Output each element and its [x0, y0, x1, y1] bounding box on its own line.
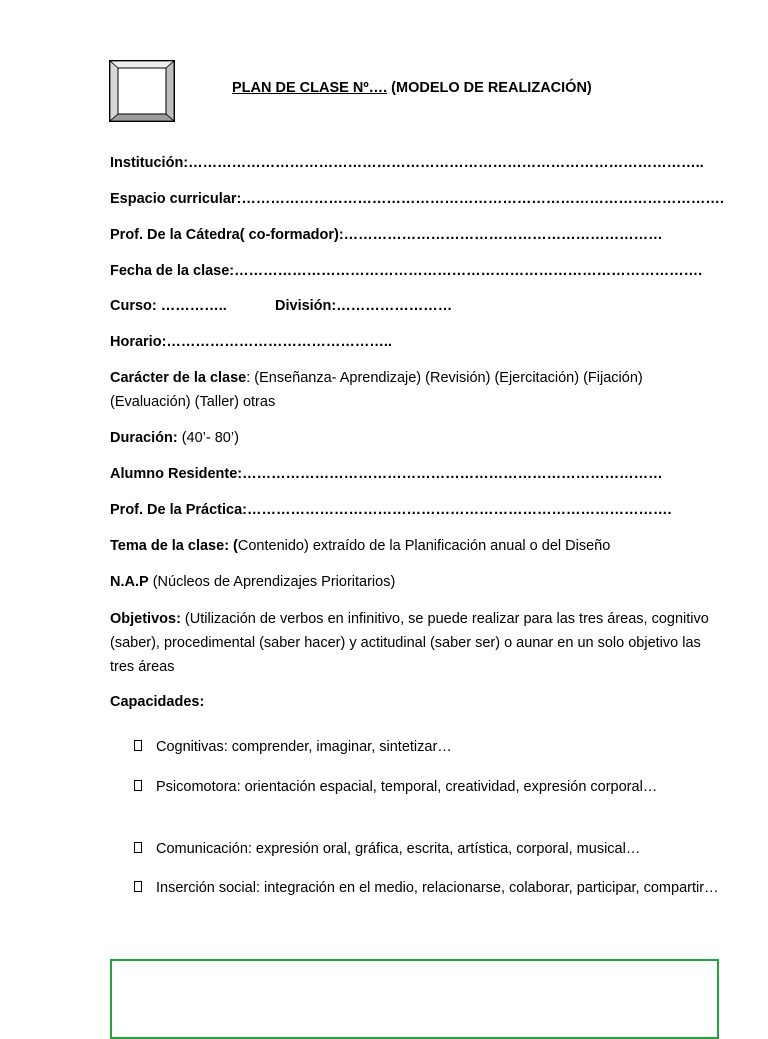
field-nap	[110, 572, 395, 592]
list-item	[134, 773, 724, 802]
field-label: Objetivos:	[110, 611, 181, 627]
field-label: Tema de la clase: (	[110, 538, 238, 554]
field-dots: …………………………………………………………………………………….	[234, 263, 703, 279]
title-underlined: PLAN DE CLASE Nº….	[232, 80, 388, 96]
field-text: Contenido) extraído de la Planificación anual o del Diseño	[237, 538, 611, 554]
field-label: Espacio curricular:	[110, 191, 242, 207]
field-dots: ……………………………………………………………………………	[242, 466, 663, 482]
field-prof-catedra	[110, 225, 663, 245]
beveled-frame-icon	[109, 60, 175, 122]
field-caracter	[110, 366, 725, 414]
field-dots: …………..	[160, 298, 227, 314]
field-label: Fecha de la clase:	[110, 263, 235, 279]
field-dots: …………………………………………………………………………….	[247, 502, 672, 518]
field-text: (40’- 80’)	[177, 430, 239, 446]
field-tema	[110, 536, 610, 556]
field-institucion	[110, 153, 704, 173]
list-item	[134, 835, 724, 864]
field-capacidades	[110, 692, 204, 712]
field-fecha	[110, 261, 702, 281]
field-label: Horario:	[110, 334, 167, 350]
field-dots: ………………………………………..	[166, 334, 392, 350]
field-division	[275, 296, 452, 316]
field-prof-practica	[110, 500, 672, 520]
field-label: Duración:	[110, 430, 178, 446]
page-title	[232, 80, 592, 96]
field-label: Institución:	[110, 155, 189, 171]
field-objetivos	[110, 607, 725, 679]
field-label: N.A.P	[110, 574, 149, 590]
field-dots: ……………………	[336, 298, 453, 314]
field-alumno-residente	[110, 464, 663, 484]
list-item	[134, 733, 724, 762]
bullet-icon	[134, 780, 142, 791]
list-item-text: Psicomotora: orientación espacial, temporal, creatividad, expresión corporal…	[156, 779, 658, 795]
field-espacio-curricular	[110, 189, 724, 209]
field-text: (Núcleos de Aprendizajes Prioritarios)	[148, 574, 396, 590]
field-dots: …………………………………………………………	[343, 227, 663, 243]
field-duracion	[110, 428, 239, 448]
green-frame-box	[110, 959, 719, 1039]
bullet-icon	[134, 881, 142, 892]
field-curso	[110, 296, 227, 316]
field-label: Prof. De la Cátedra( co-formador):	[110, 227, 344, 243]
field-label: Prof. De la Práctica:	[110, 502, 247, 518]
bullet-icon	[134, 740, 142, 751]
field-label: Alumno Residente:	[110, 466, 243, 482]
field-dots: ……………………………………………………………………………………….	[241, 191, 724, 207]
title-rest: (MODELO DE REALIZACIÓN)	[387, 80, 592, 96]
list-item-text: Comunicación: expresión oral, gráfica, escrita, artística, corporal, musical…	[156, 841, 641, 857]
list-item-text: Inserción social: integración en el medio, relacionarse, colaborar, participar, compartir…	[156, 880, 719, 896]
field-label: Curso:	[110, 298, 161, 314]
field-dots: ……………………………………………………………………………………………..	[188, 155, 704, 171]
field-text: : (Enseñanza- Aprendizaje) (Revisión) (Ejercitación) (Fijación) (Evaluación) (Taller) otras	[110, 370, 643, 410]
list-item	[134, 874, 724, 903]
field-horario	[110, 332, 392, 352]
field-label: Capacidades:	[110, 694, 205, 710]
bullet-icon	[134, 842, 142, 853]
field-label: División:	[275, 298, 337, 314]
list-item-text: Cognitivas: comprender, imaginar, sintetizar…	[156, 739, 452, 755]
field-text: (Utilización de verbos en infinitivo, se puede realizar para las tres áreas, cognitivo (saber), procedimental (saber hacer) y actitudinal (saber ser) o aunar en un solo objetivo las tres áreas	[110, 611, 709, 675]
field-label: Carácter de la clase	[110, 370, 247, 386]
